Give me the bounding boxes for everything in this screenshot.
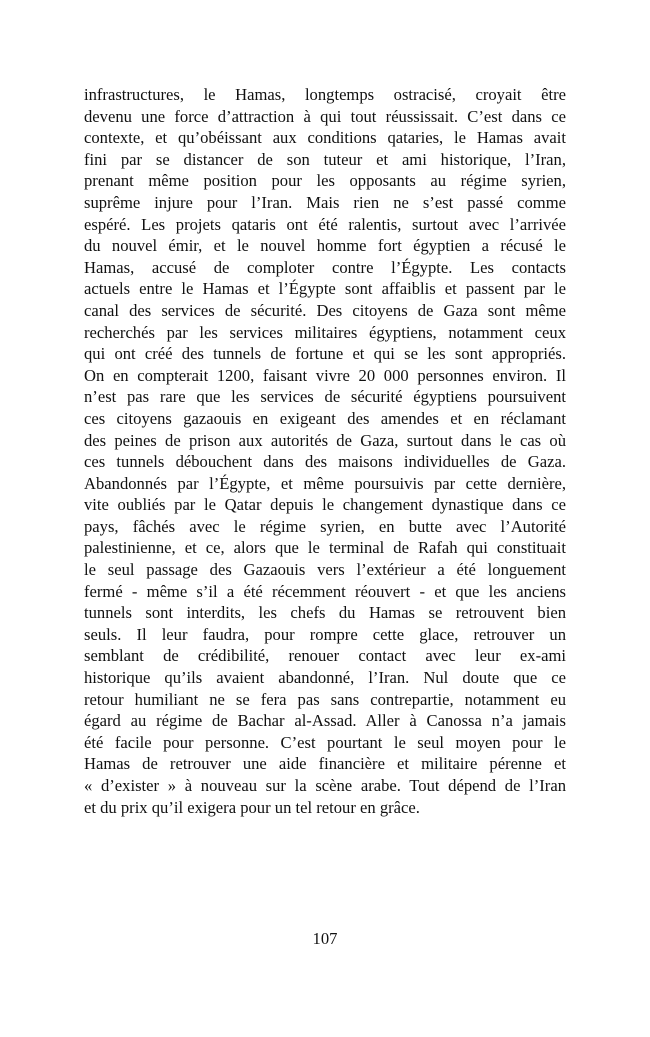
text-line: canal des services de sécurité. Des citoyens de Gaza sont même [84,300,566,320]
text-line: « d’exister » à nouveau sur la scène arabe. Tout dépend de l’Iran [84,776,566,795]
text-line: été facile pour personne. C’est pourtant le seul moyen pour le [84,732,566,752]
text-line: Abandonnés par l’Égypte, et même poursuivis par cette dernière, [84,473,566,493]
text-line: espéré. Les projets qataris ont été ralentis, surtout avec l’arrivée [84,214,566,234]
text-line: devenu une force d’attraction à qui tout réussissait. C’est dans ce [84,106,566,126]
text-line: fini par se distancer de son tuteur et ami historique, l’Iran, [84,149,566,169]
text-line: fermé - même s’il a été récemment réouvert - et que les anciens [84,581,566,601]
text-line: contexte, et qu’obéissant aux conditions qataries, le Hamas avait [84,128,566,148]
text-line: des peines de prison aux autorités de Gaza, surtout dans le cas où [84,430,566,450]
text-line: actuels entre le Hamas et l’Égypte sont affaiblis et passent par le [84,279,566,299]
text-line: n’est pas rare que les services de sécurité égyptiens poursuivent [84,387,566,407]
body-paragraph [84,84,566,818]
text-line: historique qu’ils avaient abandonné, l’Iran. Nul doute que ce [84,668,566,688]
text-line: ces citoyens gazaouis en exigeant des amendes et en réclamant [84,408,566,428]
text-line: vite oubliés par le Qatar depuis le changement dynastique dans ce [84,495,566,515]
text-line: Hamas de retrouver une aide financière et militaire pérenne et [84,754,566,774]
text-line: tunnels sont interdits, les chefs du Hamas se retrouvent bien [84,603,566,623]
text-line: On en compterait 1200, faisant vivre 20 000 personnes environ. Il [84,365,566,385]
text-line: Hamas, accusé de comploter contre l’Égypte. Les contacts [84,257,566,277]
text-line: du nouvel émir, et le nouvel homme fort égyptien a récusé le [84,236,566,256]
text-line: égard au régime de Bachar al-Assad. Aller à Canossa n’a jamais [84,711,566,731]
text-line: pays, fâchés avec le régime syrien, en butte avec l’Autorité [84,516,566,536]
text-line: recherchés par les services militaires égyptiens, notamment ceux [84,322,566,342]
text-line: seuls. Il leur faudra, pour rompre cette glace, retrouver un [84,624,566,644]
text-line: qui ont créé des tunnels de fortune et qui se les sont appropriés. [84,344,566,364]
text-line: retour humiliant ne se fera pas sans contrepartie, notamment eu [84,689,566,709]
text-line: et du prix qu’il exigera pour un tel retour en grâce. [84,797,420,817]
text-line: suprême injure pour l’Iran. Mais rien ne s’est passé comme [84,192,566,212]
text-line: prenant même position pour les opposants au régime syrien, [84,171,566,191]
text-line: le seul passage des Gazaouis vers l’extérieur a été longuement [84,560,566,580]
text-line: semblant de crédibilité, renouer contact avec leur ex-ami [84,646,566,666]
text-line: infrastructures, le Hamas, longtemps ostracisé, croyait être [84,85,566,104]
text-line: ces tunnels débouchent dans des maisons individuelles de Gaza. [84,452,566,472]
page-number: 107 [312,929,338,948]
text-line: palestinienne, et ce, alors que le terminal de Rafah qui constituait [84,538,566,558]
